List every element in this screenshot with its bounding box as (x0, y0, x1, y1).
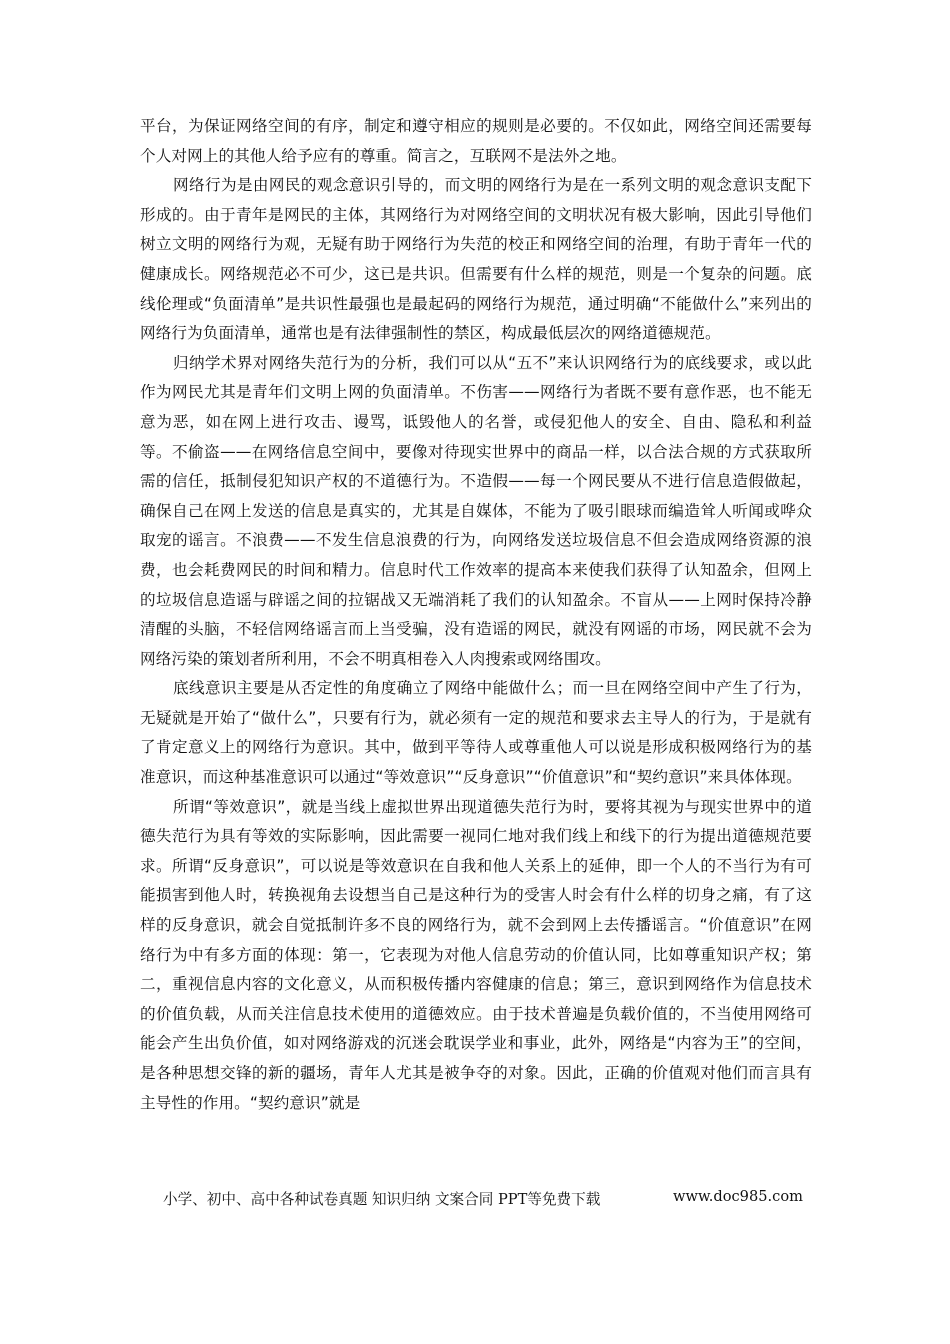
paragraph-5: 所谓“等效意识”，就是当线上虚拟世界出现道德失范行为时，要将其视为与现实世界中的道德失范行为具有等效的实际影响，因此需要一视同仁地对我们线上和线下的行为提出道德规范要求。所谓“反身意识”，可以说是等效意识在自我和他人关系上的延伸，即一个人的不当行为有可能损害到他人时，转换视角去设想当自己是这种行为的受害人时会有什么样的切身之痛，有了这样的反身意识，就会自觉抵制许多不良的网络行为，就不会到网上去传播谣言。“价值意识”在网络行为中有多方面的体现：第一，它表现为对他人信息劳动的价值认同，比如尊重知识产权；第二，重视信息内容的文化意义，从而积极传播内容健康的信息；第三，意识到网络作为信息技术的价值负载，从而关注信息技术使用的道德效应。由于技术普遍是负载价值的，不当使用网络可能会产生出负价值，如对网络游戏的沉迷会耽误学业和事业，此外，网络是“内容为王”的空间，是各种思想交锋的新的疆场，青年人尤其是被争夺的对象。因此，正确的价值观对他们而言具有主导性的作用。“契约意识”就是 (140, 797, 812, 1112)
footer-site-link[interactable]: www.doc985.com (673, 1188, 803, 1205)
paragraph-4: 底线意识主要是从否定性的角度确立了网络中能做什么；而一旦在网络空间中产生了行为，无疑就是开始了“做什么”，只要有行为，就必须有一定的规范和要求去主导人的行为，于是就有了肯定意义上的网络行为意识。其中，做到平等待人或尊重他人可以说是形成积极网络行为的基准意识，而这种基准意识可以通过“等效意识”“反身意识”“价值意识”和“契约意识”来具体体现。 (140, 679, 812, 787)
page-footer (163, 1188, 803, 1212)
paragraph-3: 归纳学术界对网络失范行为的分析，我们可以从“五不”来认识网络行为的底线要求，或以此作为网民尤其是青年们文明上网的负面清单。不伤害——网络行为者既不要有意作恶，也不能无意为恶，如在网上进行攻击、谩骂，诋毁他人的名誉，或侵犯他人的安全、自由、隐私和利益等。不偷盗——在网络信息空间中，要像对待现实世界中的商品一样，以合法合规的方式获取所需的信任，抵制侵犯知识产权的不道德行为。不造假——每一个网民要从不进行信息造假做起，确保自己在网上发送的信息是真实的，尤其是自媒体，不能为了吸引眼球而编造耸人听闻或哗众取宠的谣言。不浪费——不发生信息浪费的行为，向网络发送垃圾信息不但会造成网络资源的浪费，也会耗费网民的时间和精力。信息时代工作效率的提高本来使我们获得了认知盈余，但网上的垃圾信息造谣与辟谣之间的拉锯战又无端消耗了我们的认知盈余。不盲从——上网时保持冷静清醒的头脑，不轻信网络谣言而上当受骗，没有造谣的网民，就没有网谣的市场，网民就不会为网络污染的策划者所利用，不会不明真相卷入人肉搜索或网络围攻。 (140, 353, 812, 668)
paragraph-2: 网络行为是由网民的观念意识引导的，而文明的网络行为是在一系列文明的观念意识支配下形成的。由于青年是网民的主体，其网络行为对网络空间的文明状况有极大影响，因此引导他们树立文明的网络行为观，无疑有助于网络行为失范的校正和网络空间的治理，有助于青年一代的健康成长。网络规范必不可少，这已是共识。但需要有什么样的规范，则是一个复杂的问题。底线伦理或“负面清单”是共识性最强也是最起码的网络行为规范，通过明确“不能做什么”来列出的网络行为负面清单，通常也是有法律强制性的禁区，构成最低层次的网络道德规范。 (140, 176, 812, 343)
paragraph-1: 平台，为保证网络空间的有序，制定和遵守相应的规则是必要的。不仅如此，网络空间还需要每个人对网上的其他人给予应有的尊重。简言之，互联网不是法外之地。 (140, 117, 812, 165)
footer-text: 小学、初中、高中各种试卷真题 知识归纳 文案合同 PPT等免费下载 (163, 1191, 601, 1208)
body-text (140, 112, 812, 1118)
